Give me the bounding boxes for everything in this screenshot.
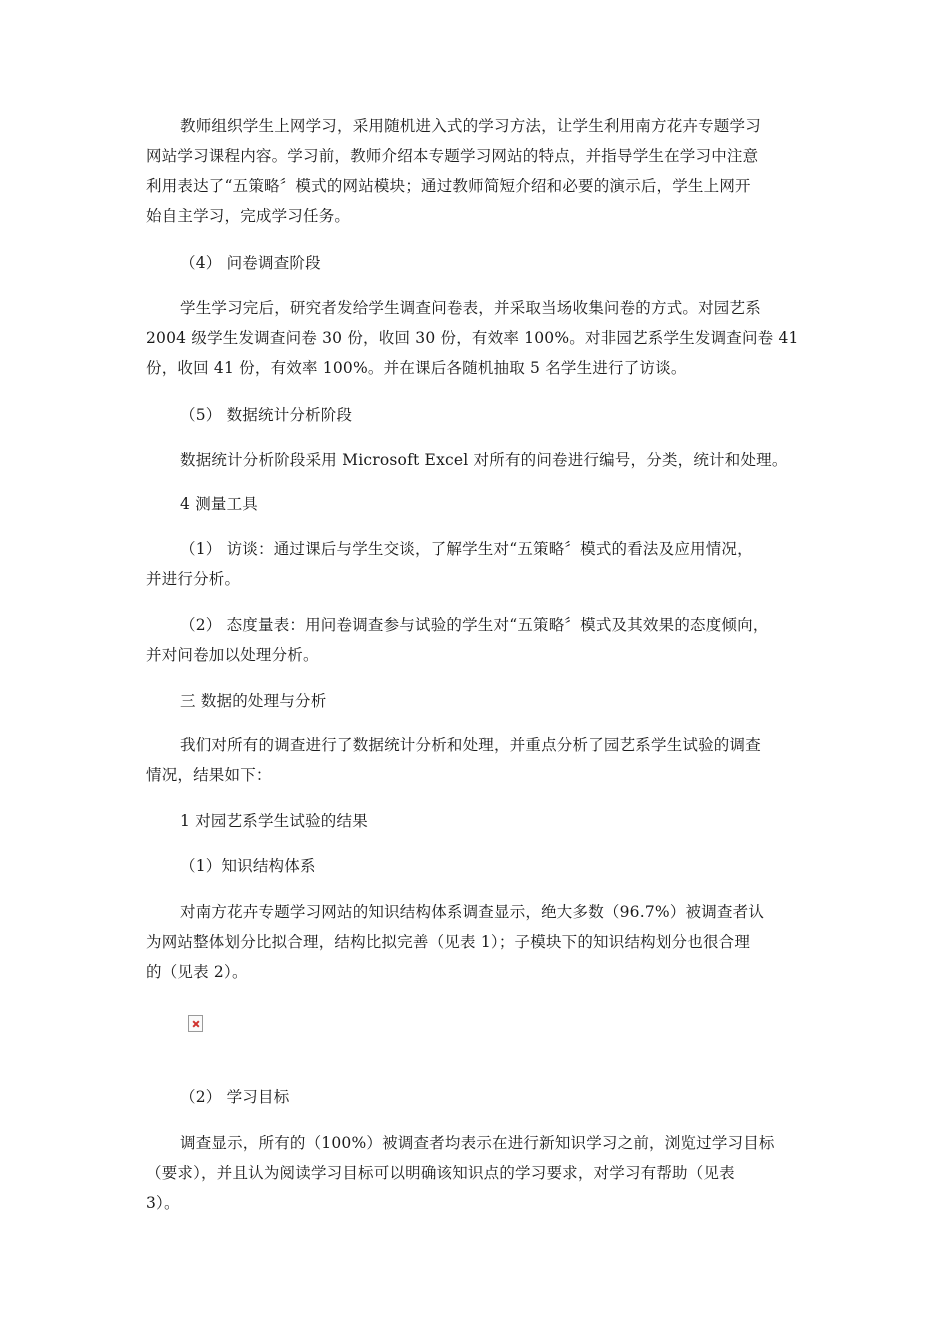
text-line: 始自主学习，完成学习任务。 [146, 207, 351, 225]
text-line: （1） 访谈：通过课后与学生交谈，了解学生对“五策略〞模式的看法及应用情况， [180, 540, 753, 558]
text-line: （要求），并且认为阅读学习目标可以明确该知识点的学习要求，对学习有帮助（见表 [146, 1164, 735, 1182]
section-heading: （2） 学习目标 [180, 1088, 290, 1106]
text-line: 2004 级学生发调查问卷 30 份，收回 30 份，有效率 100%。对非园艺系学生发调查问卷 41 [146, 329, 799, 347]
text-line: 的（见表 2）。 [146, 963, 248, 981]
text-line: 利用表达了“五策略〞模式的网站模块；通过教师简短介绍和必要的演示后，学生上网开 [146, 177, 751, 195]
text-line: 份，收回 41 份，有效率 100%。并在课后各随机抽取 5 名学生进行了访谈。 [146, 359, 687, 377]
broken-image-icon [188, 1015, 203, 1032]
text-line: 我们对所有的调查进行了数据统计分析和处理，并重点分析了园艺系学生试验的调查 [180, 736, 761, 754]
text-line: 学生学习完后，研究者发给学生调查问卷表，并采取当场收集问卷的方式。对园艺系 [180, 299, 761, 317]
text-line: （2） 态度量表：用问卷调查参与试验的学生对“五策略〞模式及其效果的态度倾向， [180, 616, 769, 634]
section-heading: （4） 问卷调查阶段 [180, 254, 321, 272]
text-line: 对南方花卉专题学习网站的知识结构体系调查显示，绝大多数（96.7%）被调查者认 [180, 903, 765, 921]
text-line: 情况，结果如下： [146, 766, 272, 784]
text-line: 并进行分析。 [146, 570, 241, 588]
text-line: 并对问卷加以处理分析。 [146, 646, 319, 664]
text-line: 教师组织学生上网学习，采用随机进入式的学习方法，让学生利用南方花卉专题学习 [180, 117, 761, 135]
text-line: 数据统计分析阶段采用 Microsoft Excel 对所有的问卷进行编号，分类，统计和处理。 [180, 451, 788, 469]
section-heading: （5） 数据统计分析阶段 [180, 406, 353, 424]
text-line: 网站学习课程内容。学习前，教师介绍本专题学习网站的特点，并指导学生在学习中注意 [146, 147, 759, 165]
section-heading: 4 测量工具 [180, 495, 258, 513]
section-heading: 1 对园艺系学生试验的结果 [180, 812, 368, 830]
section-heading: 三 数据的处理与分析 [180, 692, 327, 710]
text-line: 为网站整体划分比拟合理，结构比拟完善（见表 1）；子模块下的知识结构划分也很合理 [146, 933, 751, 951]
section-heading: （1）知识结构体系 [180, 857, 316, 875]
text-line: 3）。 [146, 1194, 180, 1212]
text-line: 调查显示，所有的（100%）被调查者均表示在进行新知识学习之前，浏览过学习目标 [180, 1134, 775, 1152]
